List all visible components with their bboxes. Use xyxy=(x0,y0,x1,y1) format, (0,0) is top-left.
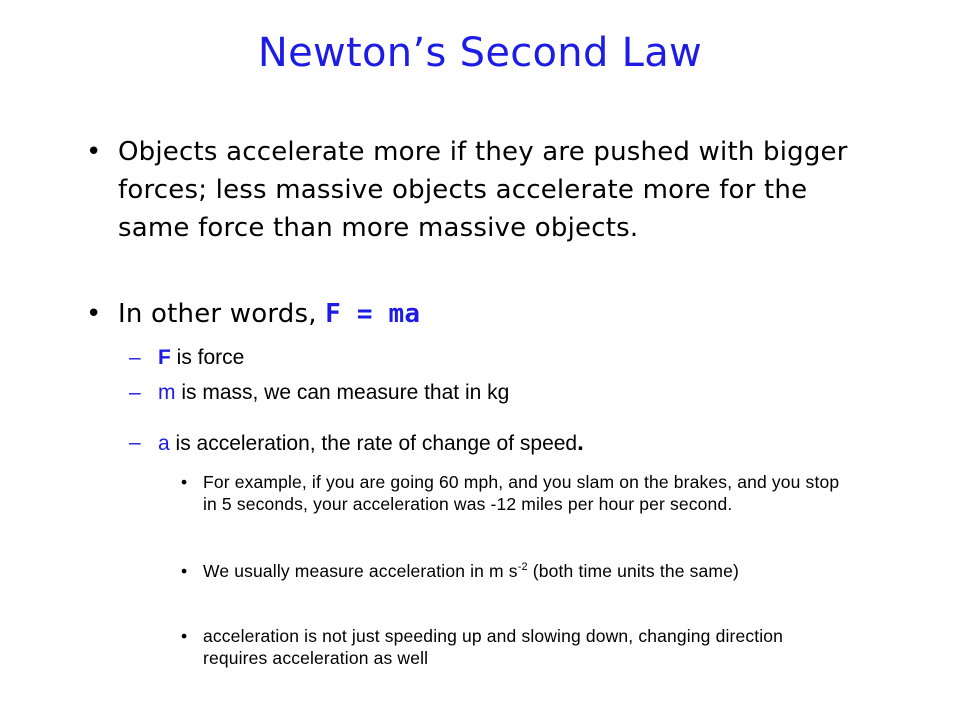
slide-title: Newton’s Second Law xyxy=(257,30,703,76)
sub-item-force xyxy=(129,345,858,371)
detail-text-suffix: (both time units the same) xyxy=(527,561,740,581)
detail-bullet-units xyxy=(181,561,843,583)
bullet-in-other-words xyxy=(86,295,858,333)
bullet-text: Objects accelerate more if they are pushed with bigger forces; less massive objects accelerate more for the same force than more massive objects. xyxy=(118,137,848,243)
sub-item-acceleration xyxy=(129,429,858,457)
superscript-minus-two: -2 xyxy=(517,561,528,574)
symbol-a: a xyxy=(158,432,170,455)
detail-bullet-direction xyxy=(181,626,843,669)
detail-bullet-example xyxy=(181,472,843,515)
dash-marker: – xyxy=(129,431,141,454)
symbol-f: F xyxy=(158,346,171,369)
detail-text: We usually measure acceleration in m s xyxy=(203,561,518,581)
detail-text: For example, if you are going 60 mph, and you slam on the brakes, and you stop in 5 seconds, your acceleration was -12 miles per hour per second. xyxy=(203,472,840,514)
bullet-marker: • xyxy=(86,137,102,167)
period: . xyxy=(577,429,584,456)
bullet-marker: • xyxy=(181,626,188,646)
symbol-m: m xyxy=(158,381,176,404)
sub-item-text: is acceleration, the rate of change of speed xyxy=(169,432,578,455)
dash-marker: – xyxy=(129,346,141,369)
bullet-text: In other words, xyxy=(118,299,326,329)
bullet-marker: • xyxy=(181,472,188,492)
sub-item-mass xyxy=(129,380,858,406)
bullet-objects-accelerate xyxy=(86,133,858,247)
sub-item-text: is force xyxy=(170,346,245,369)
detail-text: acceleration is not just speeding up and slowing down, changing direction requires acceleration as well xyxy=(203,626,784,668)
dash-marker: – xyxy=(129,381,141,404)
bullet-marker: • xyxy=(86,299,102,329)
sub-item-text: is mass, we can measure that in kg xyxy=(175,381,510,404)
equation-f-ma: F = ma xyxy=(325,299,421,329)
bullet-marker: • xyxy=(181,561,188,581)
